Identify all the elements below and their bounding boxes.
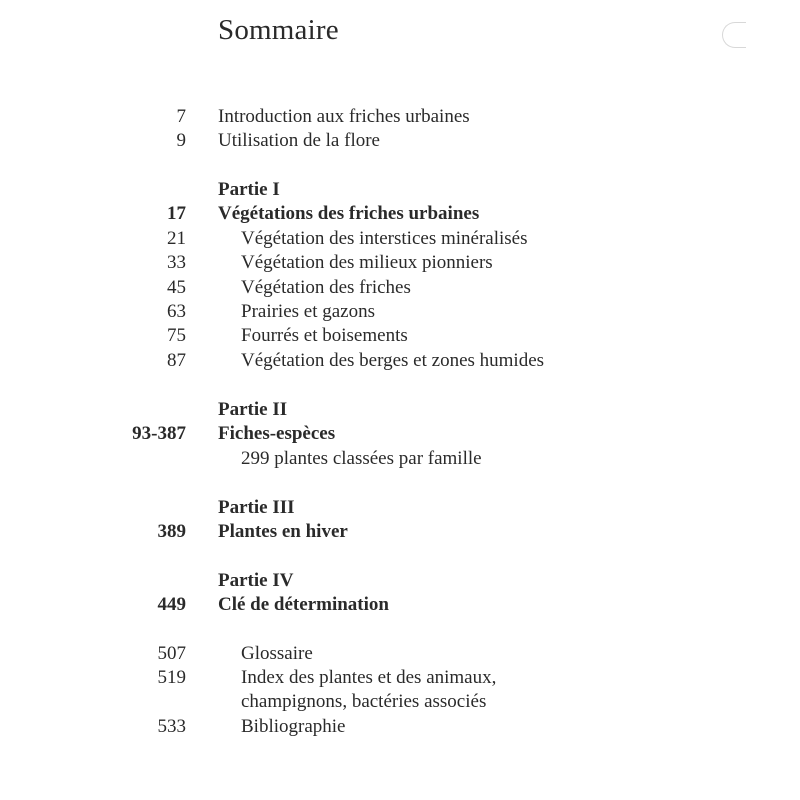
toc-entry-title: Végétation des berges et zones humides xyxy=(241,350,545,371)
toc-chapter-entry[interactable] xyxy=(0,520,800,544)
toc-part-label: Partie I xyxy=(218,179,280,200)
toc-page-number: 87 xyxy=(167,350,186,371)
toc-part-heading xyxy=(0,178,800,202)
page-title: Sommaire xyxy=(218,14,339,46)
toc-entry[interactable] xyxy=(0,715,800,739)
toc-chapter-entry[interactable] xyxy=(0,593,800,617)
toc-part-label: Partie II xyxy=(218,399,288,420)
toc-page-number: 45 xyxy=(167,277,186,298)
toc-page-number: 389 xyxy=(157,521,186,542)
toc-page-number: 63 xyxy=(167,301,186,322)
toc-entry-title: Bibliographie xyxy=(241,716,346,737)
toc-chapter-title: Clé de détermination xyxy=(218,594,389,615)
toc-entry xyxy=(0,447,800,471)
toc-chapter-entry[interactable] xyxy=(0,202,800,226)
toc-entry[interactable] xyxy=(0,105,800,129)
toc-page-number: 75 xyxy=(167,325,186,346)
toc-part-label: Partie III xyxy=(218,497,295,518)
toc-part-heading xyxy=(0,398,800,422)
toc-page-number: 519 xyxy=(157,667,186,688)
toc-part-label: Partie IV xyxy=(218,570,294,591)
toc-chapter-title: Végétations des friches urbaines xyxy=(218,203,480,224)
toc-entry-title: Végétation des friches xyxy=(241,277,411,298)
toc-chapter-entry[interactable] xyxy=(0,422,800,446)
toc-entry-title: Glossaire xyxy=(241,643,313,664)
toc-page-number: 9 xyxy=(176,130,186,151)
toc-part-heading xyxy=(0,569,800,593)
toc-entry-title: 299 plantes classées par famille xyxy=(241,448,482,469)
toc-page-number: 533 xyxy=(157,716,186,737)
toc-entry-title: Végétation des interstices minéralisés xyxy=(241,228,528,249)
toc-chapter-title: Fiches-espèces xyxy=(218,423,336,444)
toc-entry-title: Végétation des milieux pionniers xyxy=(241,252,493,273)
toc-entry-title: Index des plantes et des animaux, xyxy=(241,667,497,688)
toc-part-heading xyxy=(0,496,800,520)
toc-page-number: 17 xyxy=(167,203,186,224)
toc-entry-title: Prairies et gazons xyxy=(241,301,376,322)
toc-entry[interactable] xyxy=(0,324,800,348)
toc-entry[interactable] xyxy=(0,300,800,324)
toc-page-number: 449 xyxy=(157,594,186,615)
toc-page-number: 33 xyxy=(167,252,186,273)
toc-entry[interactable] xyxy=(0,129,800,153)
toc-entry[interactable] xyxy=(0,642,800,666)
toc-entry-continuation xyxy=(0,690,800,714)
toc-entry-title: Fourrés et boisements xyxy=(241,325,408,346)
toc-entry[interactable] xyxy=(0,666,800,690)
toc-entry-title: Introduction aux friches urbaines xyxy=(218,106,470,127)
toc-chapter-title: Plantes en hiver xyxy=(218,521,348,542)
toc-page-number: 7 xyxy=(176,106,186,127)
toc-entry-title: champignons, bactéries associés xyxy=(241,691,487,712)
toc-page-number: 21 xyxy=(167,228,186,249)
toc-entry[interactable] xyxy=(0,227,800,251)
toc-page-number: 507 xyxy=(157,643,186,664)
toc-entry[interactable] xyxy=(0,349,800,373)
toc-entry[interactable] xyxy=(0,251,800,275)
toc-entry[interactable] xyxy=(0,276,800,300)
toc-page-number: 93-387 xyxy=(132,423,186,444)
toc-entry-title: Utilisation de la flore xyxy=(218,130,380,151)
